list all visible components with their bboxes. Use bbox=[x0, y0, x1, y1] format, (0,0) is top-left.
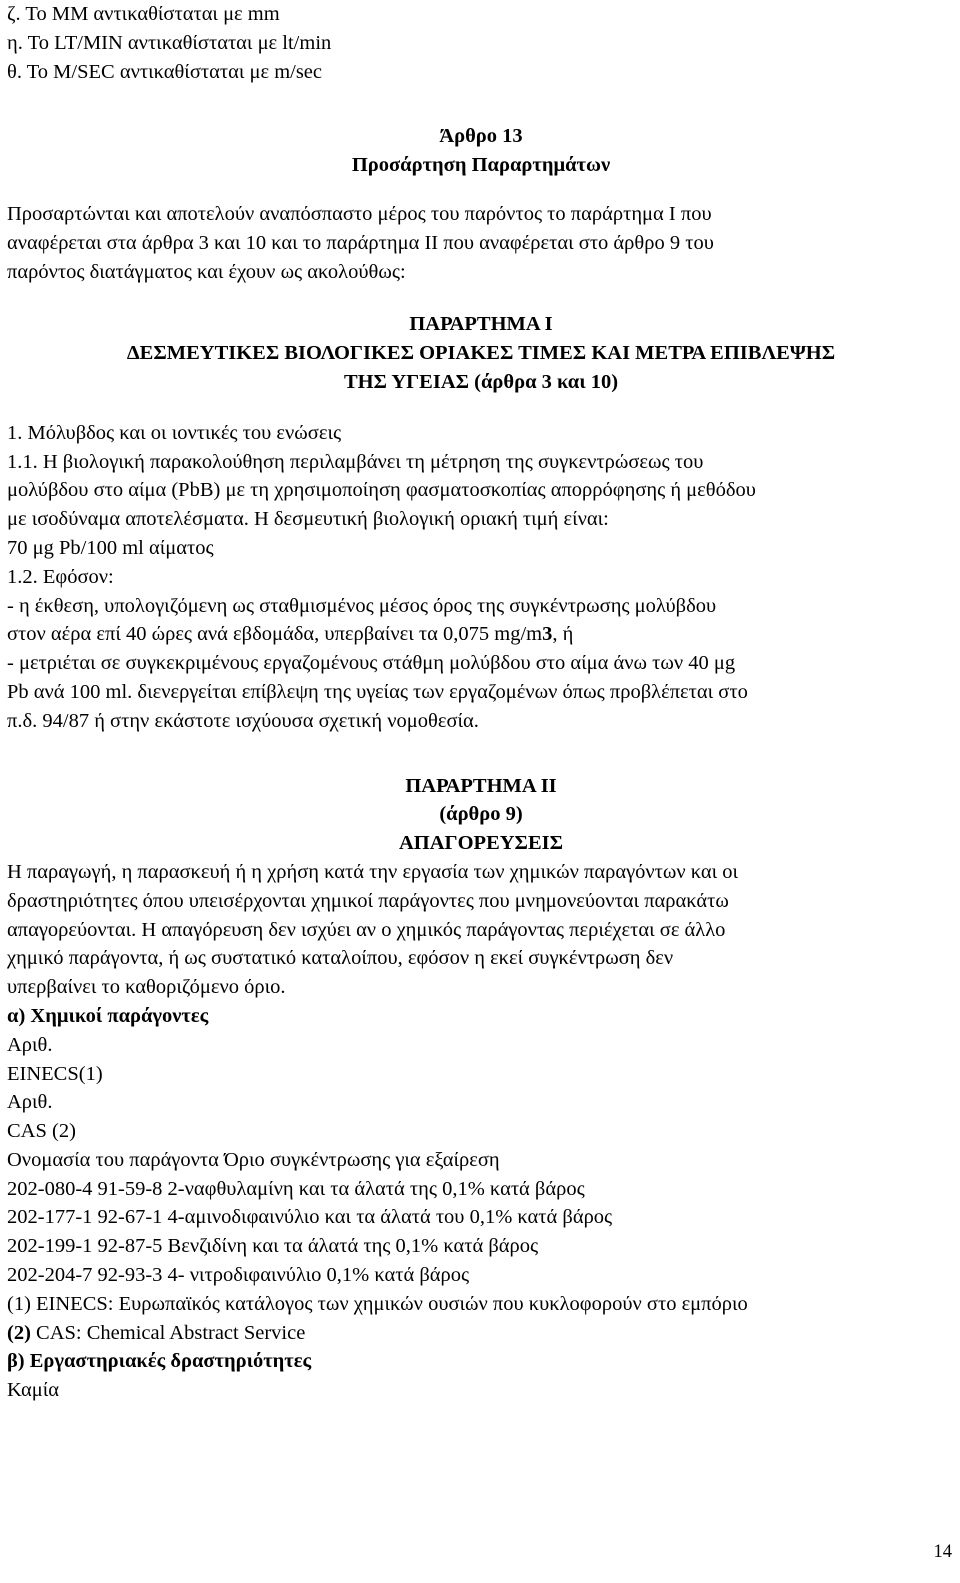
condition-text-end: , ή bbox=[552, 623, 574, 646]
footnote-cas bbox=[7, 1319, 955, 1348]
article-body-line: αναφέρεται στα άρθρα 3 και 10 και το παράρτημα ΙΙ που αναφέρεται στο άρθρο 9 του bbox=[7, 231, 714, 254]
article-number: Άρθρο 13 bbox=[439, 125, 523, 148]
annex2-body-line: Η παραγωγή, η παρασκευή ή η χρήση κατά την εργασία των χημικών παραγόντων και οι bbox=[7, 860, 739, 883]
list-item-theta: θ. Το M/SEC αντικαθίσταται με m/sec bbox=[7, 60, 323, 83]
annex1-text-line: 1. Μόλυβδος και οι ιοντικές του ενώσεις bbox=[7, 421, 342, 444]
annex2-title: ΑΠΑΓΟΡΕΥΣΕΙΣ bbox=[399, 832, 563, 855]
annex2-body-line: δραστηριότητες όπου υπεισέρχονται χημικοί παράγοντες που μνημονεύονται παρακάτω bbox=[7, 889, 729, 912]
table-row: 202-177-1 92-67-1 4-αμινοδιφαινύλιο και τα άλατά του 0,1% κατά βάρος bbox=[7, 1206, 613, 1229]
table-row: 202-080-4 91-59-8 2-ναφθυλαμίνη και τα άλατά της 0,1% κατά βάρος bbox=[7, 1177, 585, 1200]
footnote-einecs: (1) EINECS: Ευρωπαϊκός κατάλογος των χημικών ουσιών που κυκλοφορούν στο εμπόριο bbox=[7, 1292, 748, 1315]
annex1-text-line: - μετριέται σε συγκεκριμένους εργαζομένους στάθμη μολύβδου στο αίμα άνω των 40 μg bbox=[7, 652, 736, 675]
section-b-text: Καμία bbox=[7, 1379, 60, 1402]
annex1-condition-line bbox=[7, 620, 955, 649]
annex1-text-line: π.δ. 94/87 ή στην εκάστοτε ισχύουσα σχετική νομοθεσία. bbox=[7, 709, 479, 732]
list-item-zeta: ζ. Το ΜΜ αντικαθίσταται με mm bbox=[7, 3, 280, 25]
annex2-body-line: χημικό παράγοντα, ή ως συστατικό καταλοίπου, εφόσον η εκεί συγκέντρωση δεν bbox=[7, 947, 674, 970]
footnote-cas-text: CAS: Chemical Abstract Service bbox=[30, 1321, 306, 1344]
condition-exponent: 3 bbox=[542, 623, 553, 646]
annex1-text-line: μολύβδου στο αίμα (PbB) με τη χρησιμοποίηση φασματοσκοπίας απορρόφησης ή μεθόδου bbox=[7, 479, 756, 502]
article-body-line: παρόντος διατάγματος και έχουν ως ακολούθως: bbox=[7, 260, 406, 283]
annex2-article-ref: (άρθρο 9) bbox=[439, 803, 523, 826]
annex1-title-line1: ΔΕΣΜΕΥΤΙΚΕΣ ΒΙΟΛΟΓΙΚΕΣ ΟΡΙΑΚΕΣ ΤΙΜΕΣ ΚΑΙ ΜΕΤΡΑ ΕΠΙΒΛΕΨΗΣ bbox=[126, 342, 836, 365]
article-body-line: Προσαρτώνται και αποτελούν αναπόσπαστο μέρος του παρόντος το παράρτημα Ι που bbox=[7, 202, 712, 225]
table-row: 202-204-7 92-93-3 4- νιτροδιφαινύλιο 0,1% κατά βάρος bbox=[7, 1264, 470, 1287]
table-header-cell: EINECS(1) bbox=[7, 1062, 103, 1085]
section-b-title: β) Εργαστηριακές δραστηριότητες bbox=[7, 1350, 312, 1373]
annex1-text-line: με ισοδύναμα αποτελέσματα. Η δεσμευτική βιολογική οριακή τιμή είναι: bbox=[7, 508, 609, 531]
section-a-title: α) Χημικοί παράγοντες bbox=[7, 1004, 209, 1027]
annex1-heading: ΠΑΡΑΡΤΗΜΑ Ι bbox=[409, 313, 553, 336]
table-header-cell: Αριθ. bbox=[7, 1033, 53, 1056]
annex1-title-line2: ΤΗΣ ΥΓΕΙΑΣ (άρθρα 3 και 10) bbox=[343, 370, 619, 393]
table-row: 202-199-1 92-87-5 Βενζιδίνη και τα άλατά της 0,1% κατά βάρος bbox=[7, 1235, 539, 1258]
article-title: Προσάρτηση Παραρτημάτων bbox=[351, 154, 611, 177]
footnote-cas-label: (2) bbox=[7, 1321, 31, 1344]
annex1-text-line: 1.1. Η βιολογική παρακολούθηση περιλαμβάνει τη μέτρηση της συγκεντρώσεως του bbox=[7, 450, 704, 473]
annex1-limit-value: 70 μg Pb/100 ml αίματος bbox=[7, 536, 214, 559]
annex2-heading: ΠΑΡΑΡΤΗΜΑ ΙΙ bbox=[405, 774, 557, 797]
annex1-text-line: Pb ανά 100 ml. διενεργείται επίβλεψη της υγείας των εργαζομένων όπως προβλέπεται στο bbox=[7, 680, 748, 703]
annex1-condition-line: - η έκθεση, υπολογιζόμενη ως σταθμισμένος μέσος όρος της συγκέντρωσης μολύβδου bbox=[7, 594, 717, 617]
annex1-text-line: 1.2. Εφόσον: bbox=[7, 565, 114, 588]
table-header-cell: CAS (2) bbox=[7, 1120, 76, 1143]
table-header-cell: Ονομασία του παράγοντα Όριο συγκέντρωσης για εξαίρεση bbox=[7, 1148, 500, 1171]
table-header-cell: Αριθ. bbox=[7, 1091, 53, 1114]
annex2-body-line: απαγορεύονται. Η απαγόρευση δεν ισχύει αν ο χημικός παράγοντας περιέχεται σε άλλο bbox=[7, 918, 726, 941]
page-number: 14 bbox=[933, 1542, 952, 1562]
annex2-body-line: υπερβαίνει το καθοριζόμενο όριο. bbox=[7, 976, 286, 999]
condition-text: στον αέρα επί 40 ώρες ανά εβδομάδα, υπερβαίνει τα 0,075 mg/m bbox=[7, 623, 543, 646]
list-item-eta: η. Το LT/MIN αντικαθίσταται με lt/min bbox=[7, 31, 332, 54]
page-content bbox=[7, 0, 955, 1405]
